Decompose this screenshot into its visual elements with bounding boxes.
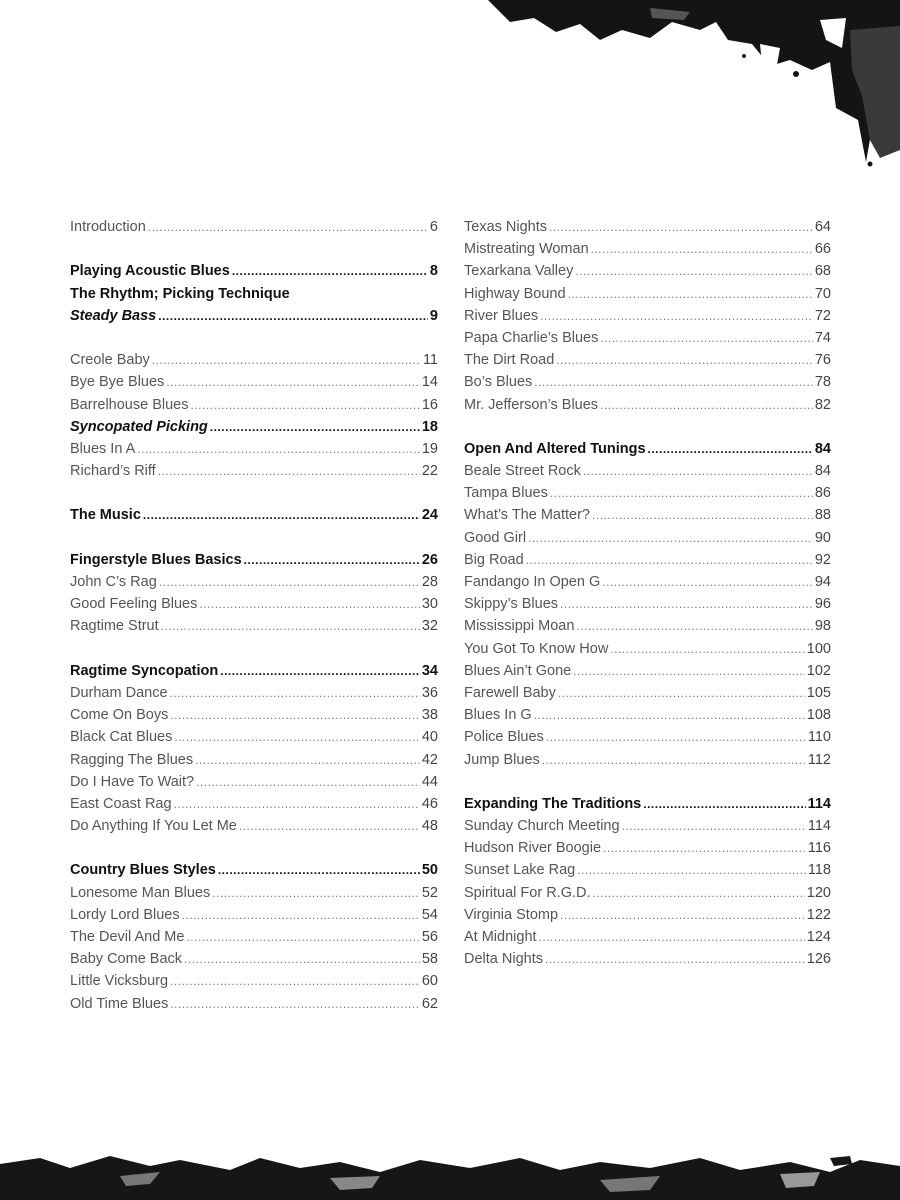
toc-entry-title: Lonesome Man Blues <box>70 884 211 901</box>
toc-section-heading <box>70 260 438 282</box>
toc-entry-title: Blues In G <box>464 707 532 724</box>
toc-leader-dots <box>212 882 420 904</box>
toc-leader-dots <box>152 349 421 371</box>
toc-entry <box>464 327 831 349</box>
toc-entry-title: Police Blues <box>464 729 544 746</box>
toc-leader-dots <box>170 993 420 1015</box>
toc-entry-page: 11 <box>422 352 438 369</box>
toc-leader-dots <box>199 593 420 615</box>
toc-entry <box>464 726 831 748</box>
toc-entry <box>70 993 438 1015</box>
toc-entry <box>70 815 438 837</box>
toc-entry-title: Virginia Stomp <box>464 906 559 923</box>
toc-entry-page: 9 <box>429 307 438 324</box>
toc-entry <box>70 904 438 926</box>
toc-section-heading <box>70 504 438 526</box>
toc-entry-page: 34 <box>421 662 438 679</box>
toc-leader-dots <box>528 527 813 549</box>
toc-entry-title: Mississippi Moan <box>464 618 575 635</box>
toc-entry-title: Playing Acoustic Blues <box>70 263 230 280</box>
toc-section-heading <box>464 438 831 460</box>
toc-entry-page: 56 <box>421 929 438 945</box>
toc-entry-page: 114 <box>807 818 831 835</box>
toc-leader-dots <box>602 571 813 593</box>
toc-entry-page: 122 <box>806 906 831 923</box>
toc-entry-title: Blues Ain’t Gone <box>464 662 572 679</box>
toc-leader-dots <box>603 837 806 859</box>
toc-entry-page: 24 <box>421 507 438 524</box>
toc-leader-dots <box>158 460 420 482</box>
toc-leader-dots <box>591 238 813 260</box>
toc-entry-title: Do I Have To Wait? <box>70 773 195 790</box>
toc-entry <box>70 216 438 238</box>
toc-leader-dots <box>622 815 806 837</box>
toc-spacer <box>464 771 831 793</box>
toc-entry <box>70 726 438 748</box>
toc-entry <box>70 749 438 771</box>
toc-entry-title: Old Time Blues <box>70 995 169 1012</box>
toc-entry-page: 116 <box>807 840 831 857</box>
toc-entry-page: 94 <box>814 574 831 590</box>
toc-entry-title: Good Feeling Blues <box>70 596 198 613</box>
toc-entry <box>464 815 831 837</box>
toc-section-heading <box>70 549 438 571</box>
toc-entry <box>464 859 831 881</box>
toc-entry-page: 86 <box>814 485 831 502</box>
toc-leader-dots <box>182 904 420 926</box>
toc-entry-page: 6 <box>429 219 438 235</box>
toc-leader-dots <box>534 704 805 726</box>
toc-entry-page: 42 <box>421 751 438 768</box>
toc-entry <box>464 615 831 637</box>
toc-entry-title: Ragtime Strut <box>70 618 159 635</box>
toc-entry-page: 74 <box>814 329 831 346</box>
toc-entry <box>464 527 831 549</box>
toc-leader-dots <box>583 460 813 482</box>
toc-entry-page: 54 <box>421 906 438 923</box>
toc-entry-page: 40 <box>421 729 438 746</box>
toc-leader-dots <box>539 926 805 948</box>
toc-entry-title: Sunday Church Meeting <box>464 818 620 835</box>
toc-entry-title: What’s The Matter? <box>464 507 590 524</box>
toc-entry <box>70 371 438 393</box>
toc-entry-title: You Got To Know How <box>464 640 609 657</box>
toc-entry-title: Lordy Lord Blues <box>70 906 180 923</box>
toc-leader-dots <box>191 394 420 416</box>
toc-section-heading <box>70 305 438 327</box>
toc-entry-page: 19 <box>421 440 438 457</box>
toc-entry-title: The Rhythm; Picking Technique <box>70 285 290 302</box>
toc-entry-page: 28 <box>421 574 438 590</box>
toc-entry-page: 126 <box>806 951 831 968</box>
toc-leader-dots <box>576 615 812 637</box>
toc-entry <box>70 593 438 615</box>
grunge-brush-bottom <box>0 1150 900 1200</box>
toc-leader-dots <box>159 571 420 593</box>
toc-entry-title: Richard’s Riff <box>70 463 156 480</box>
toc-entry-page: 36 <box>421 684 438 701</box>
toc-entry-page: 48 <box>421 818 438 835</box>
toc-entry-title: Black Cat Blues <box>70 729 173 746</box>
toc-entry <box>70 438 438 460</box>
toc-entry-title: Mr. Jefferson’s Blues <box>464 396 599 413</box>
toc-entry-page: 96 <box>814 596 831 613</box>
toc-leader-dots <box>545 948 805 970</box>
toc-entry-page: 100 <box>806 640 831 657</box>
toc-entry-page: 50 <box>421 862 438 879</box>
toc-leader-dots <box>560 904 805 926</box>
toc-leader-dots <box>600 327 813 349</box>
toc-leader-dots <box>137 438 420 460</box>
toc-entry <box>464 394 831 416</box>
toc-leader-dots <box>568 283 813 305</box>
toc-entry-page: 90 <box>814 529 831 546</box>
toc-leader-dots <box>526 549 813 571</box>
toc-entry <box>464 749 831 771</box>
toc-entry-page: 84 <box>814 463 831 480</box>
toc-entry <box>464 882 831 904</box>
toc-leader-dots <box>158 305 428 327</box>
toc-leader-dots <box>166 371 420 393</box>
toc-leader-dots <box>643 793 805 815</box>
toc-entry-title: Expanding The Traditions <box>464 795 642 812</box>
toc-entry-title: Texas Nights <box>464 219 548 235</box>
toc-entry-title: The Devil And Me <box>70 929 185 945</box>
toc-entry-title: Sunset Lake Rag <box>464 862 576 879</box>
toc-leader-dots <box>174 726 420 748</box>
toc-entry-title: Little Vicksburg <box>70 973 169 990</box>
toc-entry-title: The Music <box>70 507 141 524</box>
toc-entry-title: Open And Altered Tunings <box>464 440 646 457</box>
toc-spacer <box>70 238 438 260</box>
toc-entry-title: Jump Blues <box>464 751 540 768</box>
toc-entry <box>464 571 831 593</box>
toc-leader-dots <box>170 704 420 726</box>
toc-entry-page: 124 <box>806 929 831 945</box>
toc-entry <box>70 460 438 482</box>
toc-entry <box>70 349 438 371</box>
toc-entry-title: Skippy’s Blues <box>464 596 559 613</box>
toc-entry <box>464 948 831 970</box>
toc-entry <box>70 793 438 815</box>
toc-entry-title: Fingerstyle Blues Basics <box>70 551 242 568</box>
toc-entry-page: 98 <box>814 618 831 635</box>
toc-entry-page: 64 <box>814 219 831 235</box>
toc-entry-page: 30 <box>421 596 438 613</box>
toc-leader-dots <box>600 394 813 416</box>
toc-section-heading <box>70 859 438 881</box>
toc-entry <box>70 882 438 904</box>
toc-entry-page: 14 <box>421 374 438 391</box>
toc-entry-title: Syncopated Picking <box>70 418 208 435</box>
toc-entry-page: 60 <box>421 973 438 990</box>
toc-entry-title: Tampa Blues <box>464 485 548 502</box>
toc-leader-dots <box>558 682 805 704</box>
toc-entry-page: 84 <box>814 440 831 457</box>
toc-entry <box>464 593 831 615</box>
toc-section-heading <box>464 793 831 815</box>
toc-column-left <box>70 216 438 1015</box>
toc-entry-title: Good Girl <box>464 529 527 546</box>
toc-entry <box>70 704 438 726</box>
toc-entry-title: Ragging The Blues <box>70 751 194 768</box>
toc-entry <box>70 970 438 992</box>
toc-entry-page: 114 <box>807 795 831 812</box>
toc-entry-title: East Coast Rag <box>70 795 172 812</box>
toc-leader-dots <box>170 682 420 704</box>
toc-entry-title: Come On Boys <box>70 707 169 724</box>
toc-entry-title: Hudson River Boogie <box>464 840 602 857</box>
toc-entry-title: Steady Bass <box>70 307 157 324</box>
toc-leader-dots <box>592 504 813 526</box>
toc-leader-dots <box>196 771 420 793</box>
toc-entry <box>70 682 438 704</box>
toc-entry-title: Introduction <box>70 219 146 235</box>
toc-leader-dots <box>184 948 420 970</box>
toc-entry <box>464 638 831 660</box>
toc-entry-title: Bye Bye Blues <box>70 374 165 391</box>
toc-entry-page: 112 <box>807 751 831 768</box>
toc-entry-title: River Blues <box>464 307 539 324</box>
toc-entry-title: Durham Dance <box>70 684 168 701</box>
toc-entry-title: Big Road <box>464 551 524 568</box>
toc-leader-dots <box>549 216 813 238</box>
toc-entry-title: Delta Nights <box>464 951 543 968</box>
grunge-brush-top <box>0 0 900 170</box>
toc-entry <box>464 460 831 482</box>
toc-entry-page: 82 <box>814 396 831 413</box>
toc-entry <box>464 660 831 682</box>
toc-entry <box>464 504 831 526</box>
toc-leader-dots <box>220 660 420 682</box>
toc-entry-title: Do Anything If You Let Me <box>70 818 237 835</box>
toc-entry-page: 102 <box>806 662 831 679</box>
toc-entry-page: 22 <box>421 463 438 480</box>
toc-entry <box>70 926 438 948</box>
toc-entry-page: 68 <box>814 263 831 280</box>
toc-entry <box>464 682 831 704</box>
toc-entry <box>464 216 831 238</box>
toc-leader-dots <box>575 260 813 282</box>
toc-entry <box>70 771 438 793</box>
toc-entry <box>70 571 438 593</box>
toc-leader-dots <box>550 482 813 504</box>
toc-entry-page: 76 <box>814 352 831 369</box>
toc-entry-page: 72 <box>814 307 831 324</box>
toc-entry <box>70 948 438 970</box>
toc-entry-page: 88 <box>814 507 831 524</box>
toc-leader-dots <box>573 660 805 682</box>
toc-spacer <box>70 482 438 504</box>
toc-spacer <box>464 416 831 438</box>
toc-entry-title: Texarkana Valley <box>464 263 574 280</box>
toc-entry <box>464 349 831 371</box>
toc-entry-page: 70 <box>814 285 831 302</box>
toc-leader-dots <box>239 815 420 837</box>
toc-entry <box>464 305 831 327</box>
toc-entry <box>464 260 831 282</box>
toc-entry-title: Fandango In Open G <box>464 574 601 590</box>
toc-entry-page: 66 <box>814 241 831 258</box>
toc-entry-page: 52 <box>421 884 438 901</box>
toc-entry-page: 46 <box>421 795 438 812</box>
toc-entry-title: Baby Come Back <box>70 951 183 968</box>
toc-entry-page: 38 <box>421 707 438 724</box>
toc-entry-page: 26 <box>421 551 438 568</box>
toc-entry-title: Beale Street Rock <box>464 463 581 480</box>
toc-entry-title: Creole Baby <box>70 352 150 369</box>
toc-section-heading <box>70 660 438 682</box>
toc-spacer <box>70 527 438 549</box>
toc-leader-dots <box>186 926 419 948</box>
toc-leader-dots <box>593 882 805 904</box>
toc-entry-page: 62 <box>421 995 438 1012</box>
toc-entry-title: At Midnight <box>464 929 537 945</box>
toc-entry-title: Blues In A <box>70 440 136 457</box>
toc-entry-title: Ragtime Syncopation <box>70 662 219 679</box>
toc-entry-page: 92 <box>814 551 831 568</box>
toc-entry-page: 108 <box>806 707 831 724</box>
toc-entry-title: Bo’s Blues <box>464 374 533 391</box>
toc-leader-dots <box>546 726 806 748</box>
toc-entry <box>464 238 831 260</box>
toc-entry <box>464 549 831 571</box>
toc-entry-page: 120 <box>806 884 831 901</box>
toc-entry-title: The Dirt Road <box>464 352 555 369</box>
toc-entry-page: 110 <box>807 729 831 746</box>
toc-section-heading <box>70 416 438 438</box>
toc-leader-dots <box>232 260 428 282</box>
toc-entry-title: Farewell Baby <box>464 684 556 701</box>
toc-spacer <box>70 327 438 349</box>
toc-entry <box>464 837 831 859</box>
toc-entry-title: Mistreating Woman <box>464 241 589 258</box>
toc-leader-dots <box>195 749 420 771</box>
toc-entry-page: 44 <box>421 773 438 790</box>
toc-entry <box>464 904 831 926</box>
toc-entry-page: 16 <box>421 396 438 413</box>
toc-leader-dots <box>540 305 813 327</box>
toc-leader-dots <box>577 859 806 881</box>
toc-leader-dots <box>610 638 805 660</box>
toc-leader-dots <box>556 349 813 371</box>
toc-spacer <box>70 638 438 660</box>
toc-leader-dots <box>648 438 813 460</box>
toc-leader-dots <box>174 793 420 815</box>
toc-entry-page: 118 <box>807 862 831 879</box>
toc-entry-title: Spiritual For R.G.D. <box>464 884 591 901</box>
toc-entry-title: Papa Charlie’s Blues <box>464 329 599 346</box>
toc-leader-dots <box>143 504 420 526</box>
toc-entry-page: 105 <box>806 684 831 701</box>
toc-leader-dots <box>542 749 806 771</box>
toc-entry-title: Barrelhouse Blues <box>70 396 189 413</box>
toc-entry-title: John C’s Rag <box>70 574 157 590</box>
toc-entry <box>464 371 831 393</box>
toc-leader-dots <box>210 416 420 438</box>
toc-entry-title: Country Blues Styles <box>70 862 216 879</box>
toc-leader-dots <box>218 859 420 881</box>
toc-column-right <box>464 216 831 970</box>
toc-entry-page: 78 <box>814 374 831 391</box>
toc-leader-dots <box>148 216 428 238</box>
toc-entry <box>464 704 831 726</box>
toc-section-heading <box>70 283 438 305</box>
toc-entry-page: 32 <box>421 618 438 635</box>
toc-entry-page: 8 <box>429 263 438 280</box>
toc-entry <box>464 283 831 305</box>
toc-leader-dots <box>560 593 813 615</box>
toc-entry-page: 18 <box>421 418 438 435</box>
toc-entry <box>464 926 831 948</box>
toc-leader-dots <box>534 371 813 393</box>
toc-entry <box>70 615 438 637</box>
toc-entry-page: 58 <box>421 951 438 968</box>
toc-leader-dots <box>244 549 420 571</box>
toc-spacer <box>70 837 438 859</box>
toc-leader-dots <box>170 970 420 992</box>
toc-entry-title: Highway Bound <box>464 285 566 302</box>
toc-leader-dots <box>161 615 420 637</box>
toc-entry <box>464 482 831 504</box>
toc-entry <box>70 394 438 416</box>
